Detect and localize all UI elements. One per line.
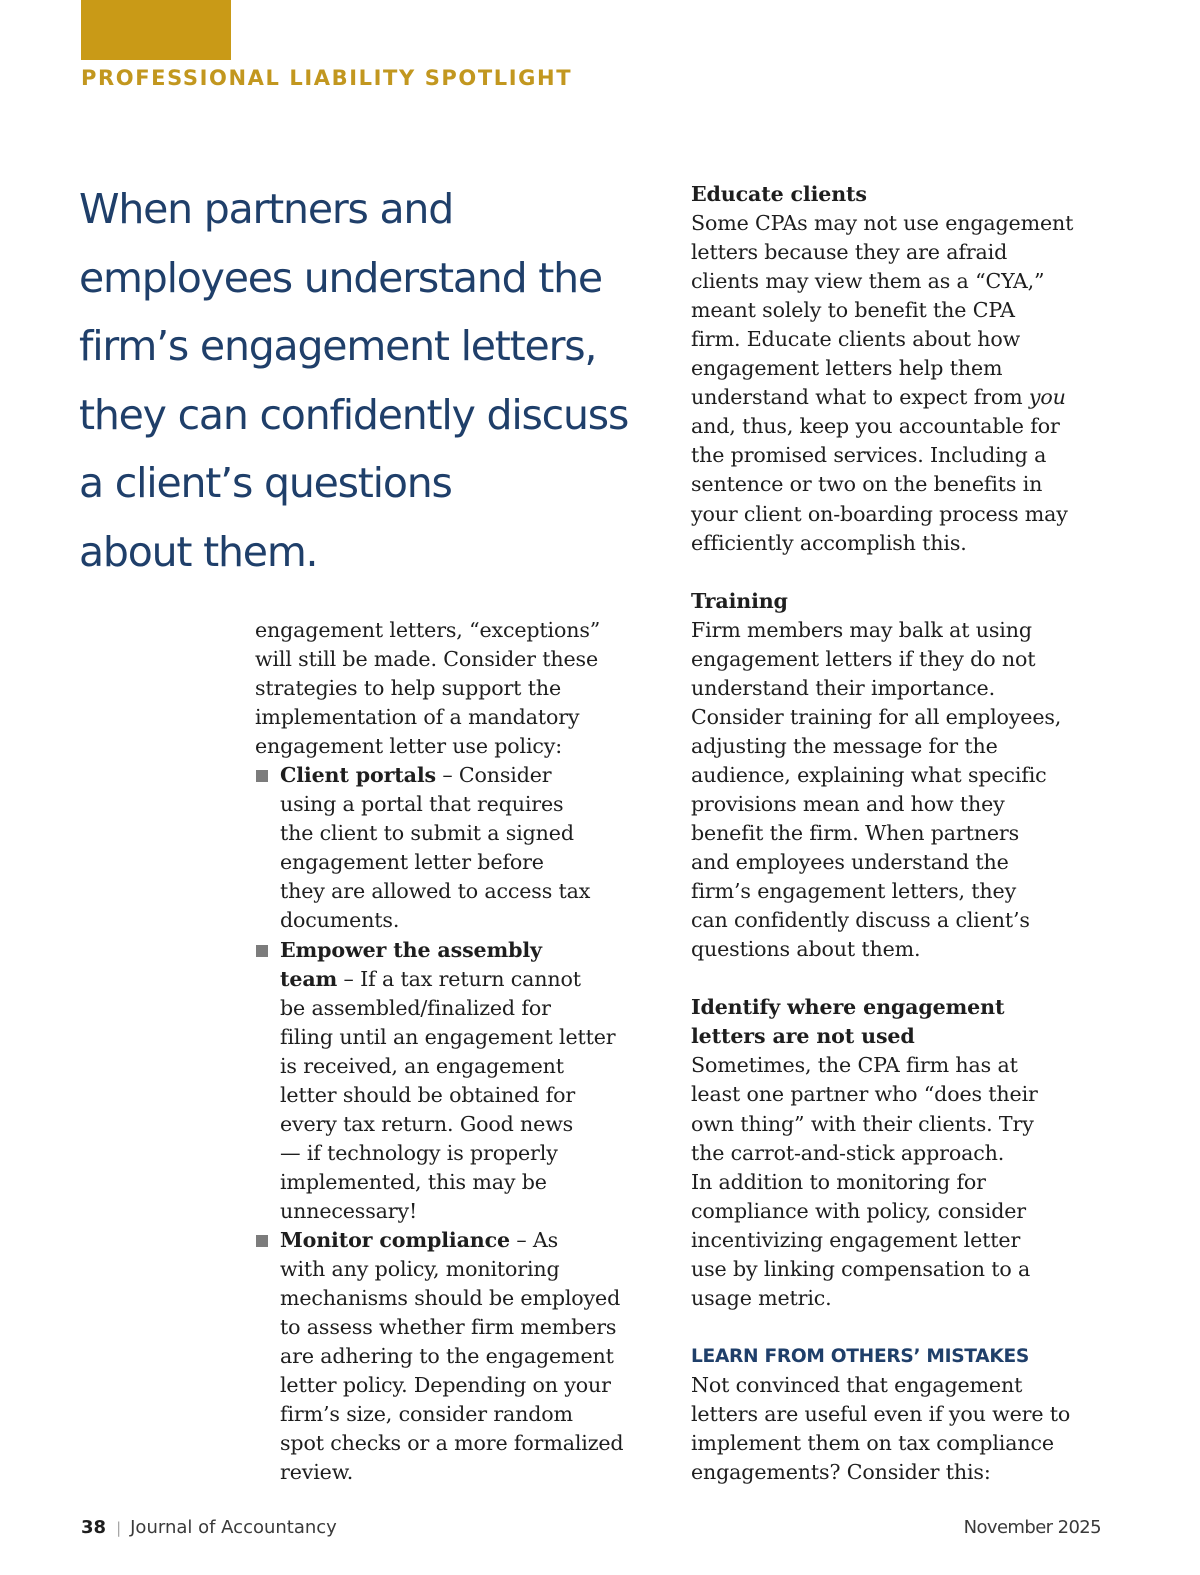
text-line: engagement letters, “exceptions” [255,618,601,642]
text-line: provisions mean and how they [691,791,1005,816]
text-line: engagement letter before [280,850,544,875]
bullet-text: Consider [458,763,552,788]
text-line: audience, explaining what specific [691,762,1047,787]
text-line: is received, an engagement [280,1053,564,1078]
text-line: and employees understand the [691,850,1009,875]
text-line: and, thus, keep you accountable for [691,414,1060,439]
educate-clients-section [691,180,1101,558]
text-line: Firm members may balk at using [691,617,1032,642]
bullet-title: Empower the assembly [280,937,542,962]
text-line: spot checks or a more formalized [280,1431,624,1456]
pull-quote-line: a client’s questions [79,459,452,507]
bullet-title-cont: team [280,966,338,991]
text-line: sentence or two on the benefits in [691,472,1043,497]
text-line: be assembled/finalized for [280,995,551,1020]
text-line: letter should be obtained for [280,1082,576,1107]
pull-quote-line: When partners and [79,185,454,233]
text-line: use by linking compensation to a [691,1256,1031,1281]
pull-quote-line: about them. [79,527,318,576]
text-line: letters are useful even if you were to [691,1401,1071,1426]
text-line: engagement letter use policy: [255,734,563,759]
text-line: Sometimes, the CPA firm has at [691,1053,1018,1078]
bullet-title: Client portals [280,763,436,788]
training-section [691,587,1101,965]
middle-column [255,616,650,1487]
text-line: documents. [280,908,400,933]
footer-separator: | [116,1519,122,1537]
strategy-list [255,761,650,1487]
pull-quote-line: they can confidently discuss [79,390,629,439]
text-line: Consider training for all employees, [691,704,1062,729]
text-fragment: understand what to expect from [691,385,1029,410]
pull-quote-line: employees understand the [79,253,602,302]
square-bullet-icon [256,945,268,957]
text-line: engagement letters if they do not [691,646,1036,671]
text-line: — if technology is properly [280,1140,558,1165]
text-line: In addition to monitoring for [691,1169,986,1194]
list-item [255,1226,650,1487]
bullet-first-line [280,1226,650,1255]
text-line: with any policy, monitoring [280,1257,560,1282]
issue-date: November 2025 [963,1517,1101,1538]
text-line: firm’s engagement letters, they [691,879,1017,904]
spacer [691,1313,1101,1342]
bullet-dash: – [435,763,459,788]
footer-left [81,1517,337,1538]
text-line: review. [280,1460,354,1485]
text-line: they are allowed to access tax [280,879,591,904]
text-line: to assess whether firm members [280,1315,617,1340]
pull-quote [79,175,669,586]
text-line: usage metric. [691,1285,832,1310]
text-line: clients may view them as a “CYA,” [691,269,1045,294]
text-line: understand their importance. [691,675,995,700]
spacer [691,558,1101,587]
text-line: can confidently discuss a client’s [691,908,1030,933]
square-bullet-icon [256,770,268,782]
text-line: mechanisms should be employed [280,1286,621,1311]
emphasis: you [1028,385,1066,410]
bullet-title: Monitor compliance [280,1227,510,1252]
section-heading: Training [691,588,788,613]
text-line: will still be made. Consider these [255,647,598,672]
text-line: Not convinced that engagement [691,1372,1023,1397]
text-line: own thing” with their clients. Try [691,1111,1034,1136]
bullet-text: As [532,1227,559,1252]
list-item [255,761,650,935]
bullet-dash: – [509,1227,533,1252]
text-line: implementation of a mandatory [255,705,580,730]
bullet-text: If a tax return cannot [360,966,581,991]
text-line: compliance with policy, consider [691,1198,1026,1223]
section-heading: letters are not used [691,1024,915,1049]
bullet-first-line [280,965,650,994]
text-line: meant solely to benefit the CPA [691,298,1015,323]
text-line: benefit the firm. When partners [691,821,1020,846]
learn-section [691,1342,1101,1487]
text-line: efficiently accomplish this. [691,530,967,555]
accent-bar [81,0,231,60]
section-label: PROFESSIONAL LIABILITY SPOTLIGHT [81,66,573,90]
right-column [691,180,1101,1487]
text-line: letter policy. Depending on your [280,1373,611,1398]
publication-name: Journal of Accountancy [130,1517,337,1538]
text-line: least one partner who “does their [691,1082,1038,1107]
text-line: filing until an engagement letter [280,1024,616,1049]
section-heading: Identify where engagement [691,995,1005,1020]
list-item [255,936,650,1226]
intro-paragraph [255,616,650,761]
text-line: firm’s size, consider random [280,1402,573,1427]
text-line: questions about them. [691,937,921,962]
text-line: using a portal that requires [280,792,564,817]
text-line: Some CPAs may not use engagement [691,211,1074,236]
text-line: implemented, this may be [280,1169,547,1194]
section-heading: Educate clients [691,182,867,206]
text-line: the carrot-and-stick approach. [691,1140,1005,1165]
bullet-dash: – [337,966,361,991]
text-line: the promised services. Including a [691,443,1047,468]
text-line: your client on-boarding process may [691,501,1068,526]
text-line: adjusting the message for the [691,733,998,758]
text-line: letters because they are afraid [691,240,1008,265]
square-bullet-icon [256,1235,268,1247]
text-line: unnecessary! [280,1198,418,1223]
text-line: every tax return. Good news [280,1111,574,1136]
text-line: are adhering to the engagement [280,1344,614,1369]
identify-section [691,993,1101,1313]
page-number: 38 [81,1517,107,1538]
text-line [691,383,1101,412]
bullet-first-line [280,761,650,790]
text-line: incentivizing engagement letter [691,1227,1021,1252]
pull-quote-line: firm’s engagement letters, [79,322,597,370]
section-heading: LEARN FROM OTHERS’ MISTAKES [691,1345,1029,1367]
text-line: strategies to help support the [255,676,561,701]
text-line: engagement letters help them [691,356,1003,381]
text-line: engagements? Consider this: [691,1460,991,1485]
spacer [691,964,1101,993]
text-line: the client to submit a signed [280,821,574,846]
text-line: firm. Educate clients about how [691,327,1021,352]
text-line: implement them on tax compliance [691,1431,1054,1456]
